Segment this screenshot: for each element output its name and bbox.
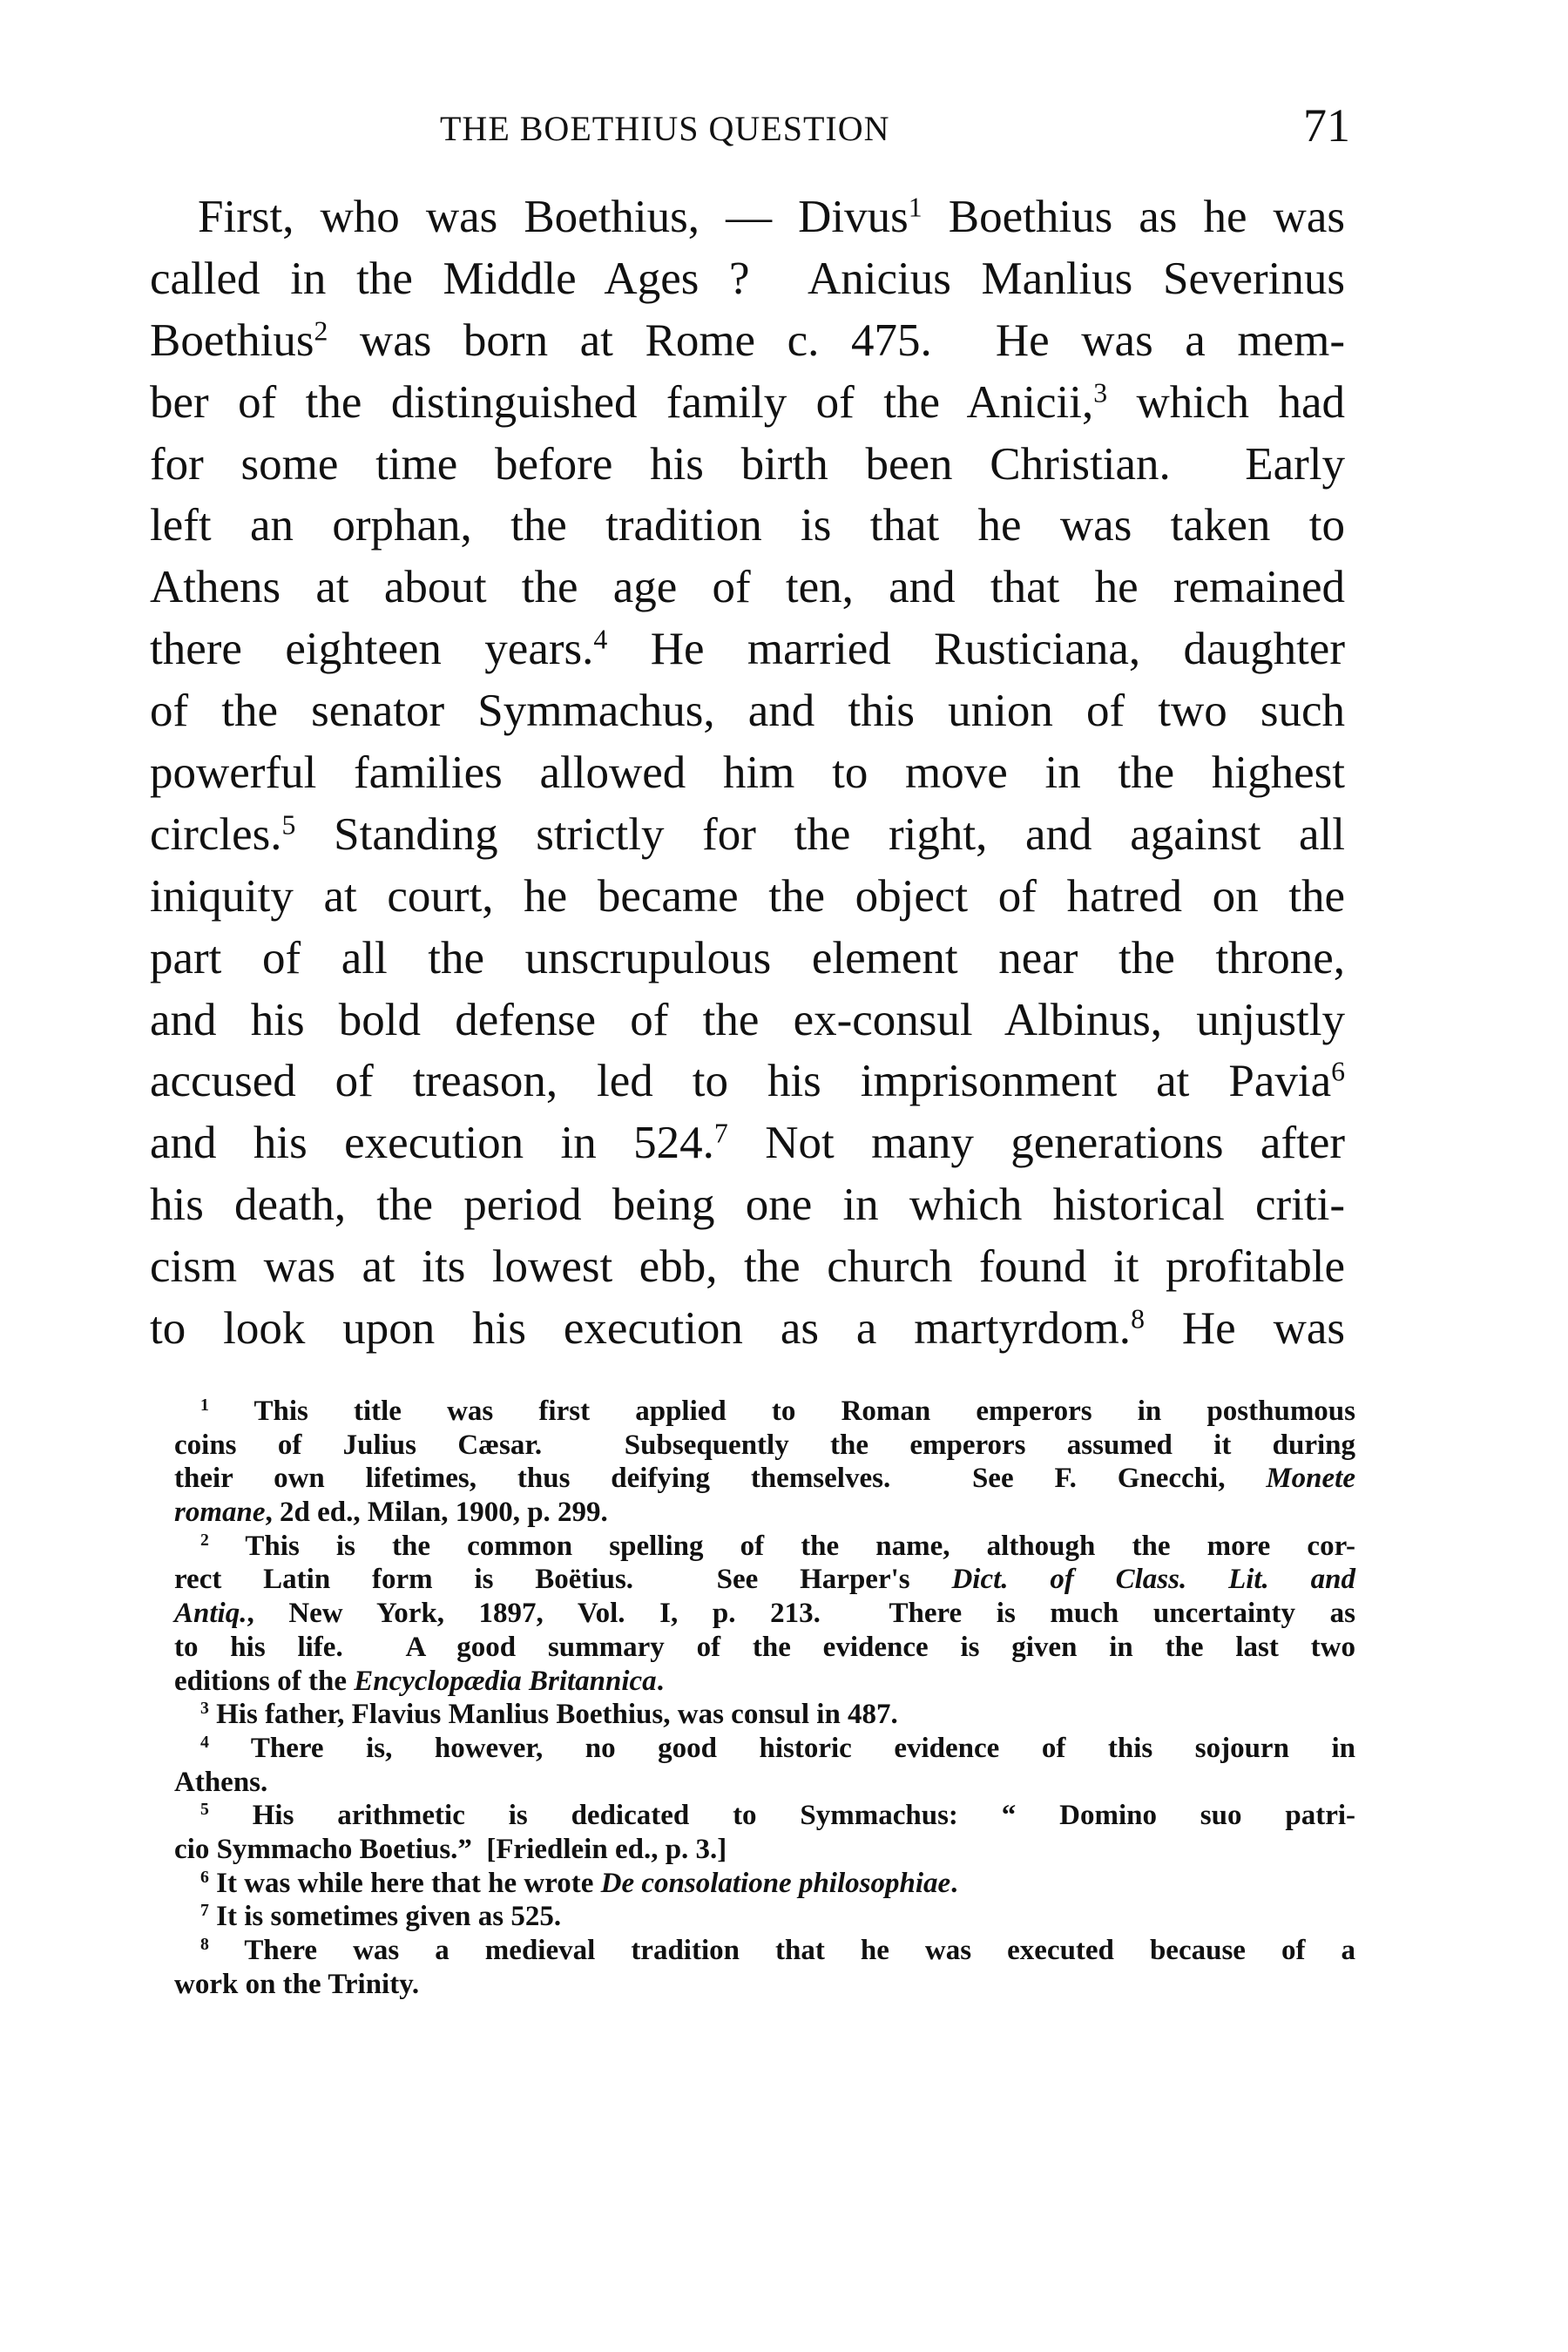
text-run: there eighteen years. [150,624,594,675]
body-line [150,248,1345,310]
text-run: It is sometimes given as 525. [208,1901,562,1933]
text-run: This is the common spelling of the name, although the more cor- [208,1530,1355,1562]
text-run: , 2d ed., Milan, 1900, p. 299. [265,1497,608,1529]
footnote-line [174,1867,1355,1901]
text-run: cio Symmacho Boetius.” [Friedlein ed., p. 3.] [174,1833,727,1865]
footnote-line [174,1698,1355,1732]
body-line [150,186,1345,248]
text-run: He was [1144,1303,1345,1355]
italic-text: Antiq. [174,1598,247,1630]
text-run: was born at Rome c. 475. He was a mem- [328,314,1345,366]
text-run: Standing strictly for the right, and against all [295,808,1345,860]
text-run: their own lifetimes, thus deifying themselves. See F. Gnecchi, [174,1463,1267,1495]
text-run: First, who was Boethius, — Divus [198,192,909,242]
text-run: and his bold defense of the ex-consul Albinus, unjustly [150,994,1345,1045]
text-run: his death, the period being one in which historical criti- [150,1179,1345,1231]
text-run: to look upon his execution as a martyrdom. [150,1303,1132,1355]
text-run: powerful families allowed him to move in the highest [150,747,1345,799]
footnote-marker: 8 [200,1935,209,1955]
footnote-marker: 7 [713,1118,728,1149]
body-text [150,186,1345,1360]
footnote-marker: 7 [200,1901,209,1921]
footnote-marker: 2 [314,315,328,347]
italic-text: romane [174,1497,266,1529]
text-run: called in the Middle Ages ? Anicius Manlius Severinus [150,253,1345,304]
text-run: rect Latin form is Boëtius. See Harper's [174,1564,952,1596]
body-line [150,1298,1345,1360]
footnote-marker: 4 [200,1733,209,1752]
text-run: cism was at its lowest ebb, the church found it profitable [150,1241,1345,1293]
footnote-marker: 3 [1093,377,1108,409]
footnote-line [174,1900,1355,1934]
running-title: THE BOETHIUS QUESTION [440,109,890,148]
footnote-line [174,1530,1355,1564]
body-line [150,618,1345,680]
footnote-line [174,1563,1355,1597]
text-run: circles. [150,808,282,860]
body-line [150,434,1345,496]
footnote-marker: 4 [593,624,608,655]
footnote-marker: 5 [200,1800,209,1820]
body-line [150,866,1345,928]
body-line [150,928,1345,990]
body-line [150,495,1345,557]
text-run: . [950,1867,958,1899]
footnote-line [174,1732,1355,1766]
body-line [150,1174,1345,1236]
text-run: , New York, 1897, Vol. I, p. 213. There is much uncertainty as [247,1598,1355,1630]
text-run: left an orphan, the tradition is that he was taken to [150,500,1345,551]
text-run: His father, Flavius Manlius Boethius, was consul in 487. [208,1699,898,1731]
text-run: His arithmetic is dedicated to Symmachus: “ Domino suo patri- [208,1800,1355,1832]
footnote-line [174,1496,1355,1530]
text-run: Boethius [150,314,314,366]
text-run: and his execution in 524. [150,1118,714,1169]
footnote-line [174,1395,1355,1429]
body-line [150,742,1345,804]
text-run: Boethius as he was [922,192,1345,242]
body-line [150,310,1345,372]
text-run: accused of treason, led to his imprisonment at Pavia [150,1056,1332,1107]
text-run: Not many generations after [727,1118,1345,1169]
footnote-marker: 3 [200,1699,209,1719]
body-line [150,680,1345,742]
body-line [150,1236,1345,1298]
text-run: There is, however, no good historic evidence of this sojourn in [208,1732,1355,1764]
footnote-marker: 2 [200,1530,209,1550]
text-run: It was while here that he wrote [208,1867,601,1899]
body-line [150,990,1345,1051]
footnote-line [174,1968,1355,2002]
footnote-marker: 5 [281,809,296,841]
footnote-line [174,1665,1355,1699]
footnote-line [174,1631,1355,1665]
page-number: 71 [1303,99,1350,152]
text-run: to his life. A good summary of the evidence is given in the last two [174,1631,1355,1663]
text-run: There was a medieval tradition that he was executed because of a [208,1935,1355,1966]
body-line [150,1051,1345,1112]
footnote-line [174,1934,1355,1968]
text-run: which had [1107,376,1345,428]
italic-text: Dict. of Class. Lit. and [951,1564,1355,1596]
body-line [150,372,1345,434]
text-run: ber of the distinguished family of the Anicii, [150,376,1094,428]
italic-text: De consolatione philosophiae [600,1867,951,1899]
running-header [0,99,1568,153]
footnote-marker: 8 [1131,1303,1145,1335]
text-run: . [656,1665,664,1697]
text-run: This title was first applied to Roman emperors in posthumous [208,1396,1355,1427]
italic-text: Monete [1266,1463,1355,1495]
footnote-marker: 6 [1331,1056,1345,1087]
body-line [150,557,1345,618]
text-run: work on the Trinity. [174,1968,420,2000]
footnote-line [174,1766,1355,1800]
footnote-line [174,1833,1355,1867]
body-line [150,1112,1345,1174]
footnote-line [174,1597,1355,1631]
italic-text: Encyclopædia Britannica [354,1665,657,1697]
footnote-line [174,1462,1355,1496]
text-run: Athens. [174,1766,268,1798]
text-run: coins of Julius Cæsar. Subsequently the emperors assumed it during [174,1429,1355,1461]
text-run: editions of the [174,1665,355,1697]
text-run: iniquity at court, he became the object of hatred on the [150,870,1345,922]
text-run: Athens at about the age of ten, and that he remained [150,562,1345,613]
footnote-marker: 1 [200,1396,209,1416]
body-line [150,804,1345,866]
footnotes [174,1395,1355,2001]
footnote-line [174,1799,1355,1833]
text-run: of the senator Symmachus, and this union of two such [150,686,1345,737]
footnote-marker: 1 [908,192,923,223]
footnote-marker: 6 [200,1867,209,1887]
text-run: He married Rusticiana, daughter [607,624,1345,675]
footnote-line [174,1429,1355,1463]
text-run: part of all the unscrupulous element near the throne, [150,932,1345,983]
text-run: for some time before his birth been Christian. Early [150,438,1345,490]
